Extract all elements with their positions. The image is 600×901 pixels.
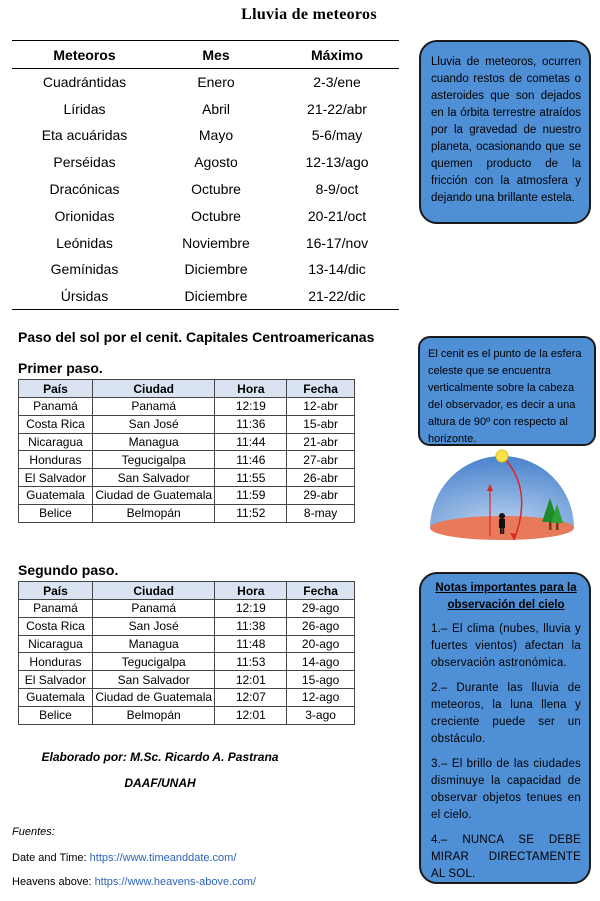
column-header: Hora: [215, 582, 287, 600]
sources-label: Fuentes:: [12, 826, 55, 838]
table-row: [19, 398, 355, 416]
org-credit: DAAF/UNAH: [124, 776, 196, 790]
table-cell: Dracónicas: [49, 181, 120, 198]
table-row: [19, 486, 355, 504]
table-cell: 11:36: [215, 415, 287, 433]
table-cell: 29-abr: [287, 486, 355, 504]
table-cell: Leónidas: [56, 234, 113, 251]
table-cell: San Salvador: [92, 671, 215, 689]
second-pass-label: Segundo paso.: [18, 562, 119, 578]
table-cell: Honduras: [19, 653, 93, 671]
table-row: [19, 635, 355, 653]
table-cell: Orionidas: [54, 207, 115, 224]
table-cell: 16-17/nov: [305, 234, 369, 251]
column-header: Ciudad: [92, 582, 215, 600]
table-row: [12, 202, 399, 229]
table-cell: Mayo: [198, 127, 234, 144]
table-cell: 11:44: [215, 433, 287, 451]
table-cell: 14-ago: [287, 653, 355, 671]
table-cell: Agosto: [194, 154, 238, 171]
meteor-table-body: [12, 69, 399, 310]
table-cell: 12:07: [215, 688, 287, 706]
table-cell: 20-21/oct: [307, 207, 367, 224]
table-cell: 11:38: [215, 617, 287, 635]
table-row: [19, 504, 355, 522]
zenith-dome-illustration: [426, 448, 586, 552]
table-cell: 20-ago: [287, 635, 355, 653]
table-row: [12, 122, 399, 149]
table-row: [19, 415, 355, 433]
table-row: [19, 653, 355, 671]
table-cell: Guatemala: [19, 688, 93, 706]
table-row: [19, 706, 355, 724]
table-row: [12, 69, 399, 96]
table-cell: 11:52: [215, 504, 287, 522]
table-cell: Octubre: [191, 181, 241, 198]
table-row: [12, 95, 399, 122]
note-item: 3.– El brillo de las ciudades disminuye la capacidad de observar objetos tenues en el cielo.: [431, 758, 581, 821]
table-cell: Tegucigalpa: [92, 451, 215, 469]
table-header-row: [19, 380, 355, 398]
table-row: [19, 617, 355, 635]
table-row: [19, 688, 355, 706]
table-row: [12, 229, 399, 256]
table-cell: Líridas: [63, 100, 106, 117]
column-header: Hora: [215, 380, 287, 398]
table-cell: Panamá: [19, 398, 93, 416]
table-cell: Eta acuáridas: [41, 127, 128, 144]
column-header: Fecha: [287, 380, 355, 398]
table-cell: 29-ago: [287, 600, 355, 618]
table-cell: 11:46: [215, 451, 287, 469]
table-cell: Honduras: [19, 451, 93, 469]
notes-box: [419, 572, 591, 884]
first-pass-label: Primer paso.: [18, 360, 103, 376]
column-header: Mes: [157, 41, 275, 69]
table-row: [12, 176, 399, 203]
table-cell: San José: [92, 415, 215, 433]
table-cell: 12-abr: [287, 398, 355, 416]
table-cell: Panamá: [92, 398, 215, 416]
table-cell: San José: [92, 617, 215, 635]
table-cell: Octubre: [191, 207, 241, 224]
table-cell: Belice: [19, 504, 93, 522]
table-cell: 12:19: [215, 398, 287, 416]
meteor-info-box: [419, 40, 591, 224]
column-header: Meteoros: [12, 41, 157, 69]
table-cell: Abril: [201, 100, 230, 117]
table-cell: 11:48: [215, 635, 287, 653]
table-header-row: [19, 582, 355, 600]
table-cell: 21-abr: [287, 433, 355, 451]
table-cell: 8-9/oct: [315, 181, 359, 198]
table-cell: Belice: [19, 706, 93, 724]
table-cell: 12-ago: [287, 688, 355, 706]
table-cell: Managua: [92, 635, 215, 653]
table-row: [19, 451, 355, 469]
zenith-info-box: [418, 336, 596, 446]
table-cell: Ciudad de Guatemala: [92, 486, 215, 504]
table-cell: 11:59: [215, 486, 287, 504]
table-cell: Nicaragua: [19, 635, 93, 653]
table-cell: 11:53: [215, 653, 287, 671]
column-header: Máximo: [275, 41, 399, 69]
table-cell: 13-14/dic: [308, 261, 366, 278]
first-pass-table: [18, 379, 355, 523]
table-cell: Gemínidas: [50, 261, 119, 278]
table-cell: Panamá: [19, 600, 93, 618]
second-pass-body: [19, 600, 355, 725]
table-header-row: [12, 41, 399, 69]
note-item: 4.– NUNCA SE DEBE MIRAR DIRECTAMENTE AL SOL.: [431, 834, 581, 880]
column-header: Ciudad: [92, 380, 215, 398]
table-cell: Enero: [197, 74, 235, 91]
column-header: País: [19, 380, 93, 398]
source-name: Heavens above:: [12, 876, 92, 888]
table-cell: 21-22/dic: [275, 283, 399, 310]
table-cell: 12-13/ago: [305, 154, 369, 171]
note-item: 2.– Durante las lluvia de meteoros, la luna llena y creciente puede ser un obstáculo.: [431, 682, 581, 745]
table-cell: Costa Rica: [19, 617, 93, 635]
table-row: [12, 256, 399, 283]
source-name: Date and Time:: [12, 852, 87, 864]
page-title: Lluvia de meteoros: [241, 6, 377, 23]
table-cell: 27-abr: [287, 451, 355, 469]
table-cell: 2-3/ene: [313, 74, 361, 91]
table-cell: Tegucigalpa: [92, 653, 215, 671]
table-cell: Diciembre: [184, 261, 248, 278]
table-cell: 21-22/abr: [307, 100, 367, 117]
table-cell: Belmopán: [92, 706, 215, 724]
zenith-info-text: El cenit es el punto de la esfera celeste que se encuentra verticalmente sobre la cabeza del observador, es decir a una altura de 90º con respecto al horizonte.: [428, 348, 582, 445]
table-row: [12, 283, 399, 310]
table-cell: San Salvador: [92, 469, 215, 487]
column-header: País: [19, 582, 93, 600]
table-cell: Guatemala: [19, 486, 93, 504]
second-pass-table: [18, 581, 355, 725]
table-cell: 3-ago: [287, 706, 355, 724]
source-item: [12, 876, 256, 888]
table-cell: Panamá: [92, 600, 215, 618]
table-cell: El Salvador: [19, 671, 93, 689]
table-cell: Managua: [92, 433, 215, 451]
table-cell: 15-abr: [287, 415, 355, 433]
sun-section-title: Paso del sol por el cenit. Capitales Centroamericanas: [18, 329, 375, 345]
table-row: [12, 149, 399, 176]
table-cell: Cuadrántidas: [42, 74, 127, 91]
source-link[interactable]: https://www.timeanddate.com/: [89, 852, 237, 864]
meteor-info-text: Lluvia de meteoros, ocurren cuando restos de cometas o asteroides que son dejados en la órbita terrestre atraídos por la gravedad de nuestro planeta, ocasionando que se quemen producto de la fricción con la atmosfera y dejando una brillante estela.: [431, 56, 581, 204]
table-cell: El Salvador: [19, 469, 93, 487]
table-row: [19, 600, 355, 618]
table-cell: Costa Rica: [19, 415, 93, 433]
table-cell: Diciembre: [157, 283, 275, 310]
table-cell: 11:55: [215, 469, 287, 487]
table-cell: 15-ago: [287, 671, 355, 689]
source-link[interactable]: https://www.heavens-above.com/: [94, 876, 256, 888]
table-row: [19, 469, 355, 487]
author-credit: Elaborado por: M.Sc. Ricardo A. Pastrana: [41, 750, 279, 764]
table-cell: 26-ago: [287, 617, 355, 635]
column-header: Fecha: [287, 582, 355, 600]
sun-icon: [496, 450, 508, 462]
table-cell: Nicaragua: [19, 433, 93, 451]
source-item: [12, 852, 236, 864]
table-cell: Úrsidas: [12, 283, 157, 310]
table-cell: Perséidas: [53, 154, 116, 171]
table-cell: 26-abr: [287, 469, 355, 487]
first-pass-body: [19, 398, 355, 523]
table-cell: 12:01: [215, 671, 287, 689]
meteor-table: [12, 40, 399, 310]
table-cell: 5-6/may: [311, 127, 363, 144]
table-row: [19, 433, 355, 451]
table-cell: 8-may: [287, 504, 355, 522]
table-cell: Noviembre: [182, 234, 250, 251]
note-item: 1.– El clima (nubes, lluvia y fuertes vientos) afectan la observación astronómica.: [431, 623, 581, 669]
table-row: [19, 671, 355, 689]
table-cell: 12:19: [215, 600, 287, 618]
notes-title: Notas importantes para la observación del cielo: [435, 582, 577, 611]
table-cell: Belmopán: [92, 504, 215, 522]
table-cell: Ciudad de Guatemala: [92, 688, 215, 706]
table-cell: 12:01: [215, 706, 287, 724]
